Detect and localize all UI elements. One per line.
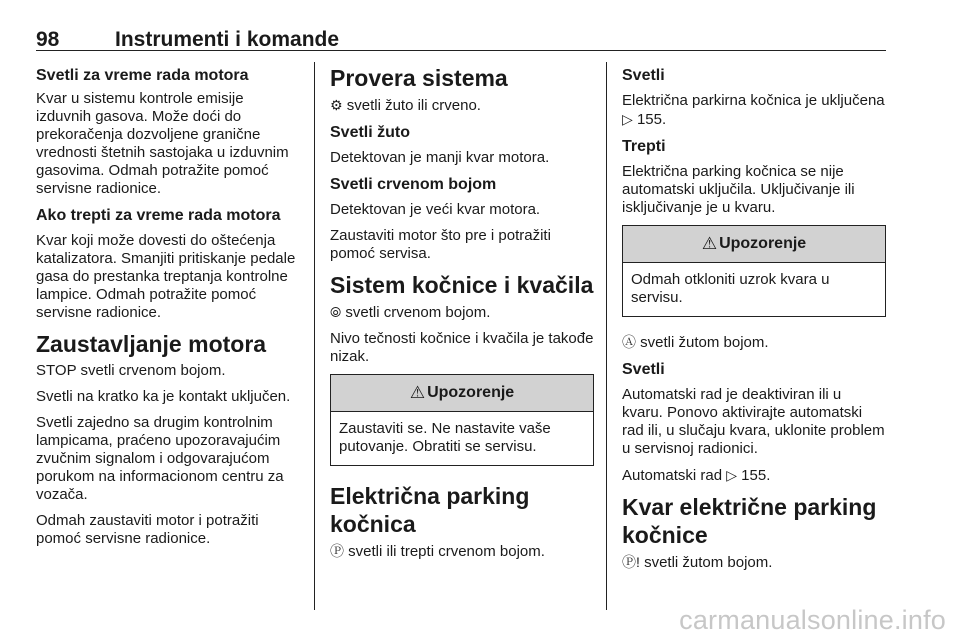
- text-brake-1: [330, 303, 594, 322]
- parking-brake-fault-icon: Ⓟ!: [622, 554, 640, 570]
- heading-blinks: Trepti: [622, 138, 666, 155]
- heading-yellow: Svetli žuto: [330, 124, 411, 141]
- warning-header: [623, 226, 885, 263]
- warning-triangle-icon: ⚠: [701, 234, 718, 253]
- column-1: [36, 64, 298, 556]
- xref-2[interactable]: 155.: [741, 467, 771, 484]
- column-divider-2: [606, 62, 607, 610]
- text-blinks: Električna parking kočnica se nije automatski uključila. Uključivanje ili isključivanje je u kvaru.: [622, 163, 855, 216]
- heading-stop-engine: Zaustavljanje motora: [36, 331, 267, 357]
- text-epb: [330, 542, 594, 561]
- warning-box-2: [622, 225, 886, 317]
- column-3: [622, 64, 886, 580]
- text-red-1: Detektovan je veći kvar motora.: [330, 201, 541, 218]
- warning-title: Upozorenje: [427, 384, 515, 401]
- warning-body: [623, 263, 885, 316]
- column-divider-1: [314, 62, 315, 610]
- text-system-check: [330, 96, 594, 115]
- watermark: carmanualsonline.info: [679, 605, 946, 635]
- text-red-2: Zaustaviti motor što pre i potražiti pomoć servisa.: [330, 227, 551, 262]
- text-stop-1: STOP svetli crvenom bojom.: [36, 362, 226, 379]
- header-divider: [36, 50, 886, 51]
- system-check-text: svetli žuto ili crveno.: [346, 97, 481, 114]
- page-number: 98: [36, 28, 60, 51]
- page-ref-icon: ▷: [726, 467, 737, 483]
- heading-lights-2: Svetli: [622, 361, 665, 378]
- heading-system-check: Provera sistema: [330, 65, 508, 91]
- text-lights: [622, 92, 886, 129]
- epb-fault-text: svetli žutom bojom.: [644, 554, 773, 571]
- warning-text: Odmah otkloniti uzrok kvara u servisu.: [631, 271, 830, 306]
- warning-box-1: [330, 374, 594, 466]
- text-stop-4: Odmah zaustaviti motor i potražiti pomoć servisne radionice.: [36, 512, 259, 547]
- text-auto-ref: [622, 466, 886, 485]
- text-stop-3: Svetli zajedno sa drugim kontrolnim lampicama, praćeno upozoravajućim zvučnim signalom i odgovarajućom porukom na informacionom centru za vozača.: [36, 414, 284, 503]
- heading-epb-fault: Kvar električne parking kočnice: [622, 494, 877, 548]
- text-lights-2: Automatski rad je deaktiviran ili u kvaru. Ponovo aktivirajte automatski rad ili, u slučaju kvara, uklonite problem u servisnoj radionici.: [622, 386, 885, 457]
- wrench-icon: ⚙: [330, 97, 343, 113]
- heading-epb: Električna parking kočnica: [330, 483, 530, 537]
- warning-triangle-icon: ⚠: [409, 383, 426, 402]
- heading-lights: Svetli: [622, 67, 665, 84]
- section-title: Instrumenti i komande: [115, 28, 340, 51]
- heading-blinks-running: Ako trepti za vreme rada motora: [36, 207, 281, 224]
- lights-text: Električna parkirna kočnica je uključena: [622, 92, 885, 109]
- brake-circle-icon: ⦾: [330, 304, 342, 320]
- warning-text: Zaustaviti se. Ne nastavite vaše putovanje. Obratiti se servisu.: [339, 420, 551, 455]
- warning-body: [331, 412, 593, 465]
- text-autohold: [622, 333, 886, 352]
- heading-red: Svetli crvenom bojom: [330, 176, 497, 193]
- text-stop-2: Svetli na kratko ka je kontakt uključen.: [36, 388, 291, 405]
- heading-motor-running: Svetli za vreme rada motora: [36, 67, 249, 84]
- autohold-text: svetli žutom bojom.: [640, 334, 769, 351]
- heading-brake-clutch: Sistem kočnice i kvačila: [330, 272, 594, 298]
- parking-brake-icon: Ⓟ: [330, 543, 344, 559]
- warning-header: [331, 375, 593, 412]
- page-header: [36, 24, 886, 54]
- auto-ref-text: Automatski rad: [622, 467, 723, 484]
- xref-1[interactable]: 155.: [636, 111, 667, 128]
- text-blinks-running: Kvar koji može dovesti do oštećenja katalizatora. Smanjiti pritiskanje pedale gasa do prestanka treptanja kontrolne lampice. Odmah potražite pomoć servisne radionice.: [36, 232, 296, 321]
- warning-title: Upozorenje: [719, 235, 807, 252]
- epb-text: svetli ili trepti crvenom bojom.: [348, 543, 545, 560]
- column-2: [330, 64, 594, 569]
- page-ref-icon: ▷: [622, 111, 633, 127]
- brake-text-1: svetli crvenom bojom.: [345, 304, 491, 321]
- text-motor-running: Kvar u sistemu kontrole emisije izduvnih gasova. Može doći do prekoračenja dozvoljene granične vrednosti štetnih sastojaka u izduvnim gasovima. Odmah potražite pomoć servisne radionice.: [36, 90, 289, 197]
- autohold-icon: Ⓐ: [622, 334, 636, 350]
- text-epb-fault: [622, 553, 886, 572]
- text-yellow: Detektovan je manji kvar motora.: [330, 149, 550, 166]
- text-brake-2: Nivo tečnosti kočnice i kvačila je takođe nizak.: [330, 330, 594, 365]
